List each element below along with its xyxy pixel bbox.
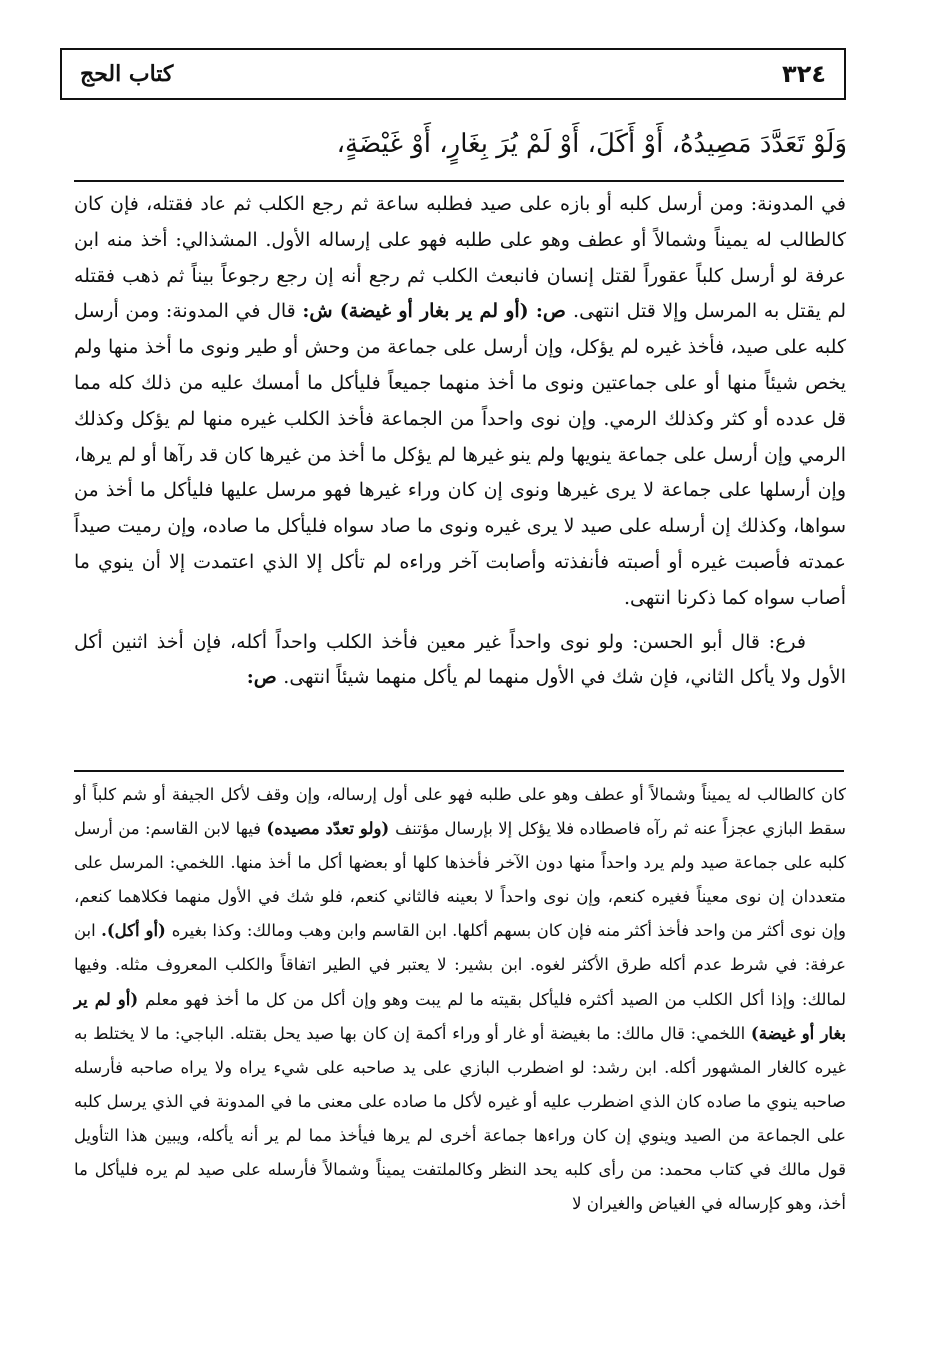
footnote-matn-2: (أو أكل). bbox=[101, 921, 172, 941]
footnote-paragraph bbox=[74, 778, 846, 1221]
commentary-section bbox=[74, 187, 846, 696]
sad-marker: ص: bbox=[535, 300, 574, 323]
footnote-matn-3: (أو لم ير بغار أو غيضة) bbox=[74, 989, 846, 1043]
footnote-text-2: فيها لابن القاسم: من أرسل كلبه على جماعة صيد ولم يرد واحداً منها دون الآخر فأخذها كلها أو بعضها أكل ما أخذ منها. اللخمي: المرسل على متعددان إن نوى معيناً فغيره كنعم، وإن نوى واحداً لا بعينه فالثاني كنعم، فلو شك في الأول منهما فكلاهما كنعم، وإن نوى أكثر من واحد فأخذ أكثر منه فإن كان بسهم أكلها. ابن القاسم وابن وهب ومالك: وكذا بغيره bbox=[74, 819, 846, 941]
commentary-paragraph-2 bbox=[74, 625, 846, 697]
sad-marker-end: ص: bbox=[246, 666, 284, 689]
commentary-text-1a: في المدونة: ومن أرسل كلبه أو بازه على صيد فطلبه ساعة ثم رجع الكلب ثم عاد فقتله، فإن كان كالطالب له يميناً وشمالاً أو عطف وهو على طلبه فهو على إرساله الأول. المشذالي: أخذ منه ابن عرفة لو أرسل كلباً عقوراً لقتل إنسان فانبعث الكلب ثم رجع أنه إن رجع رجوعاً بيناً ثم ذهب فقتله لم يقتل به المرسل وإلا قتل انتهى. bbox=[74, 193, 846, 323]
footnote-text-1: كان كالطالب له يميناً وشمالاً أو عطف وهو على طلبه فهو على أول إرساله، وإن وقف لأكل الجيفة أو شم كلباً أو سقط البازي عجزاً عنه ثم رآه فاصطاده فلا يؤكل إلا بإرسال مؤتنف bbox=[74, 785, 846, 839]
page-header bbox=[60, 48, 846, 100]
matn-text: وَلَوْ تَعَدَّدَ مَصِيدُهُ، أَوْ أَكَلَ، أَوْ لَمْ يُرَ بِغَارٍ، أَوْ غَيْضَةٍ، bbox=[336, 129, 847, 159]
divider-top bbox=[74, 180, 844, 182]
footnote-text-3: ابن عرفة: في شرط عدم أكله طرق الأكثر لغوه. ابن بشير: لا يعتبر في الطير اتفاقاً والكلب المعروف مثله. وفيها لمالك: وإذا أكل الكلب من الصيد أكثره فليأكل بقيته ما لم يبت وهو وإن أكل من كل ما أخذ فهو معلم bbox=[74, 921, 846, 1009]
commentary-text-2: فرع: قال أبو الحسن: ولو نوى واحداً غير معين فأخذ الكلب واحداً أكله، فإن أخذ اثنين أكل الأول ولا يأكل الثاني، فإن شك في الأول منهما لم يأكل منهما شيئاً انتهى. bbox=[74, 630, 846, 689]
footnote-matn-1: (ولو تعدّد مصيده) bbox=[266, 819, 396, 839]
footnote-text-4: اللخمي: قال مالك: ما بغيضة أو غار أو وراء أكمة إن كان بها صيد يحل بقتله. الباجي: ما لا يختلط به غيره كالغار المشهور أكله. ابن رشد: لو اضطرب البازي على يد صاحبه على شيء يراه ولا يراه صاحبه فأرسله صاحبه ينوي ما صاده كان الذي اضطرب عليه أو غيره لأكل ما صاده على معنى ما في المدونة في الذي يرسل كلبه على الجماعة من الصيد وينوي إن كان وراءها جماعة أخرى لم يرها فيأخذ مما لم ير أنه يأكله، ويبين هذا التأويل قول مالك في كتاب محمد: من رأى كلبه يحد النظر وكالملتفت يميناً وشمالاً فأرسله على صيد لم يره فليأكل ما أخذ، وهو كإرساله في الغياض والغيران لا bbox=[74, 1023, 846, 1214]
book-title: كتاب الحج bbox=[80, 61, 174, 87]
commentary-paragraph-1 bbox=[74, 187, 846, 617]
matn-quote: (أو لم ير بغار أو غيضة) bbox=[339, 300, 536, 323]
footnote-section bbox=[74, 778, 846, 1221]
shin-marker: ش: bbox=[302, 300, 340, 323]
commentary-text-1b: قال في المدونة: ومن أرسل كلبه على صيد، فأخذ غيره لم يؤكل، وإن أرسل على جماعة من وحش أو طير ونوى ما أخذ منها ولم يخص شيئاً منها أو على جماعتين ونوى ما أخذ منهما جميعاً فليأكل ما أمسك عليه من ذلك كله مما قل عدده أو كثر وكذلك الرمي. وإن نوى واحداً من الجماعة فأخذ الكلب غيره منها لم يؤكل وكذلك الرمي وإن أرسل على جماعة ينويها ولم ينو غيرها لم يؤكل ما أخذ من غيرها كان قد رآها أو لم يرها، وإن أرسلها على جماعة لا يرى غيرها ونوى إن كان وراء غيرها فهو مرسل عليها فليأكل ما أخذ من سواها، وكذلك إن أرسله على صيد لا يرى غيره ونوى ما صاد سواه فليأكل ما صاده، وإن رميت صيداً عمدته فأصبت غيره أو أصبته فأنفذته وأصابت آخر وراءه لم تأكل إلا الذي اعتمدت إلا أن ينوي ما أصاب سواه كما ذكرنا انتهى. bbox=[74, 300, 846, 609]
page-number: ٣٢٤ bbox=[782, 60, 826, 88]
divider-footnote bbox=[74, 770, 844, 772]
